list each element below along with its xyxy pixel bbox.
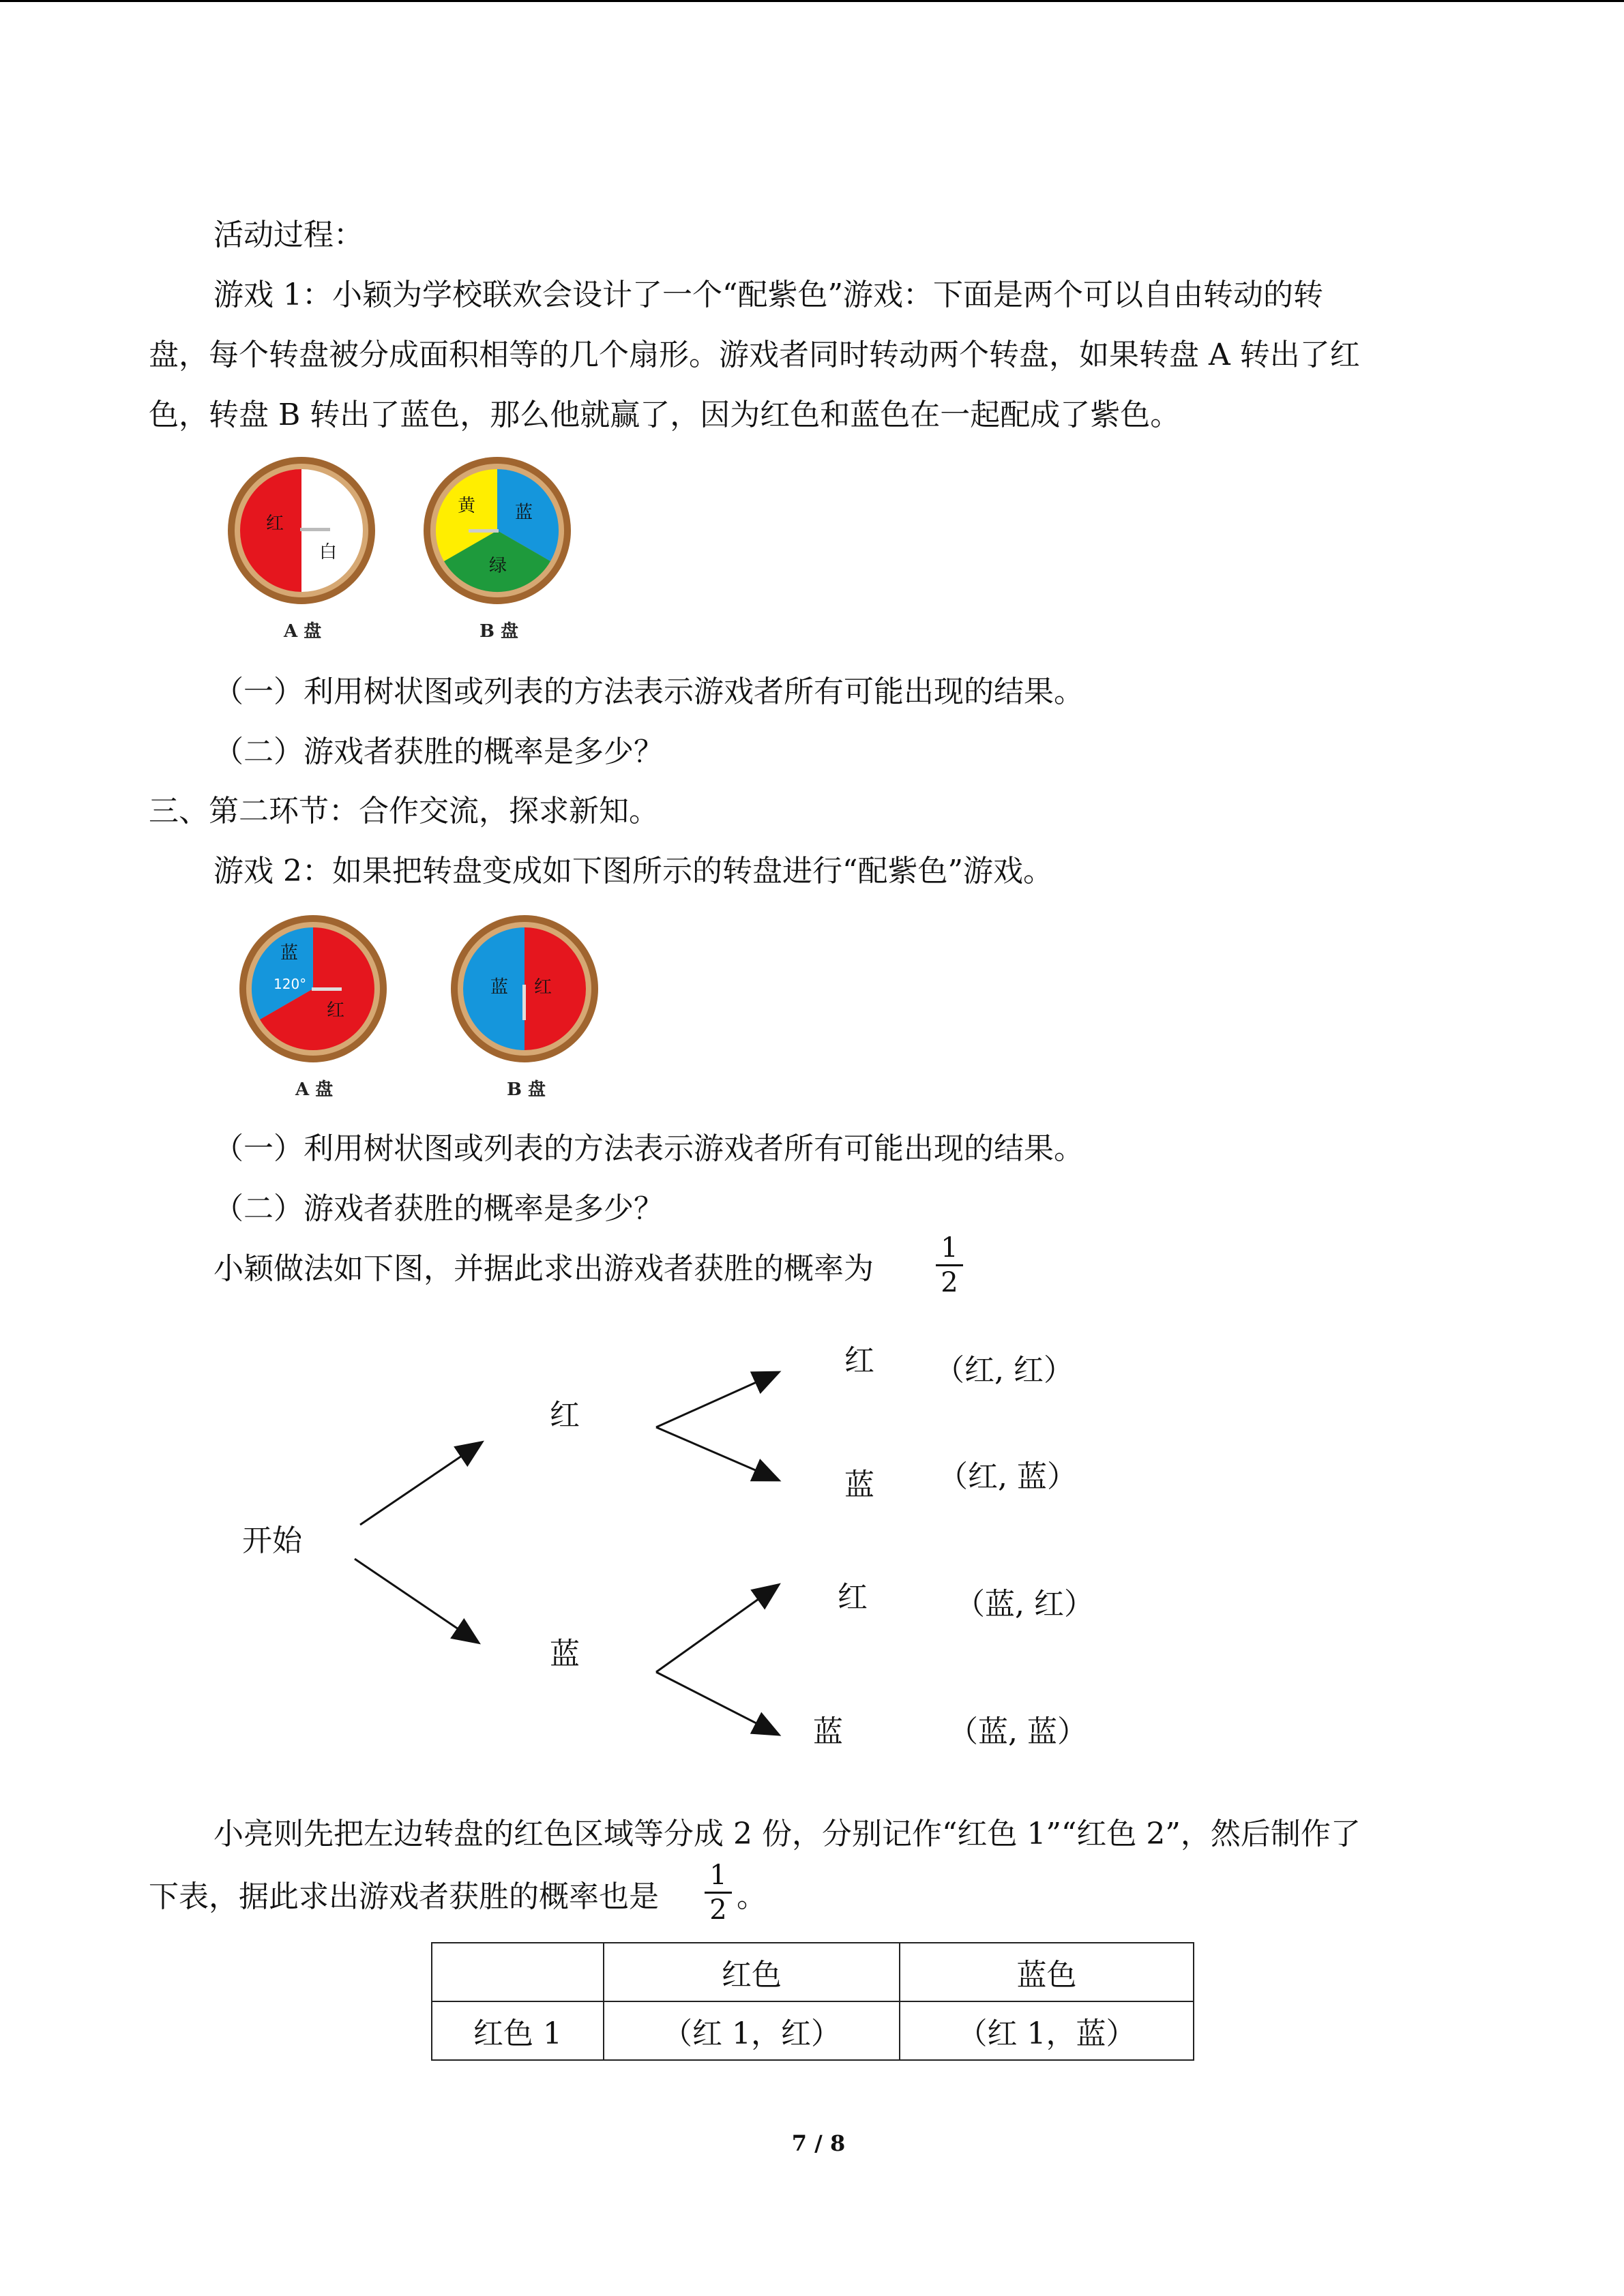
sector-label: 白 [319,542,338,563]
tree-outcome: （蓝, 红） [955,1587,1094,1622]
table-header-cell [432,1943,604,2001]
fraction-denominator: 2 [709,1894,727,1926]
question2-b: （二）游戏者获胜的概率是多少？ [213,1191,664,1226]
sector-label: 蓝 [490,977,509,998]
tree-outcome: （红, 蓝） [938,1459,1077,1494]
activity-process-label: 活动过程： [213,218,364,252]
fraction-one-half [705,1860,732,1925]
tree-outcome: （红, 红） [934,1353,1074,1388]
fraction-denominator: 2 [941,1267,958,1298]
wheel-caption: A 盘 [295,1079,334,1100]
arrow-red-red [656,1373,778,1427]
sector-label: 红 [327,1000,345,1021]
sentence-end-mark: 。 [737,1879,767,1914]
tree-level2-item: 蓝 [844,1467,874,1502]
fraction-numerator: 1 [709,1860,727,1891]
sector-label: 黄 [458,496,476,516]
wheel-caption: A 盘 [284,621,322,642]
game2-paragraph: 游戏 2：如果把转盘变成如下图所示的转盘进行“配紫色”游戏。 [213,854,1053,889]
sector-label: 蓝 [515,503,533,523]
question1-a: （一）利用树状图或列表的方法表示游戏者所有可能出现的结果。 [213,674,1084,709]
table-cell: （红 1，蓝） [900,2001,1194,2060]
tree-level1-red: 红 [550,1398,580,1433]
sector-label: 蓝 [280,943,299,964]
arrow-red-blue [656,1427,778,1480]
xiaoliang-paragraph-line1: 小亮则先把左边转盘的红色区域等分成 2 份，分别记作“红色 1”“红色 2”，然后制作了 [213,1817,1361,1851]
wheel-caption: B 盘 [507,1079,546,1100]
tree-level2-item: 红 [838,1580,868,1615]
wheel-caption: B 盘 [479,621,519,642]
xiaoying-sentence: 小颖做法如下图，并据此求出游戏者获胜的概率为 [213,1251,874,1286]
tree-level2-item: 红 [844,1343,874,1378]
tree-outcome: （蓝, 蓝） [948,1714,1087,1749]
sector-label: 绿 [489,556,507,576]
sector-label: 红 [534,977,552,998]
tree-level1-blue: 蓝 [550,1637,580,1671]
question1-b: （一）利用树状图或列表的方法表示游戏者所有可能出现的结果。 [213,1131,1084,1166]
game1-paragraph-line1: 游戏 1：小颖为学校联欢会设计了一个“配紫色”游戏：下面是两个可以自由转动的转 [213,278,1323,312]
table-cell: 红色 1 [432,2001,604,2060]
sector-label: 红 [266,513,284,534]
arrow-root-red [360,1443,481,1525]
tree-root: 开始 [242,1523,302,1558]
tree-level2-item: 蓝 [813,1714,843,1749]
arrow-blue-blue [656,1672,778,1734]
section3-heading: 三、第二环节：合作交流，探求新知。 [149,794,659,829]
fraction-numerator: 1 [941,1232,958,1264]
xiaoliang-paragraph-line2: 下表，据此求出游戏者获胜的概率也是 [149,1879,659,1914]
angle-label: 120° [274,976,307,992]
table-header-row [432,1943,1194,2001]
table-row [432,2001,1194,2060]
table-header-cell: 红色 [604,1943,900,2001]
arrow-root-blue [355,1559,477,1642]
table-cell: （红 1，红） [604,2001,900,2060]
arrow-blue-red [656,1585,778,1672]
outcome-table [431,1942,1194,2061]
game1-paragraph-line3: 色，转盘 B 转出了蓝色，那么他就赢了，因为红色和蓝色在一起配成了紫色。 [149,398,1181,432]
game1-paragraph-line2: 盘，每个转盘被分成面积相等的几个扇形。游戏者同时转动两个转盘，如果转盘 A 转出了红 [149,338,1360,372]
table-header-cell: 蓝色 [900,1943,1194,2001]
question2-a: （二）游戏者获胜的概率是多少？ [213,734,664,769]
page-number: 7 / 8 [791,2130,846,2156]
